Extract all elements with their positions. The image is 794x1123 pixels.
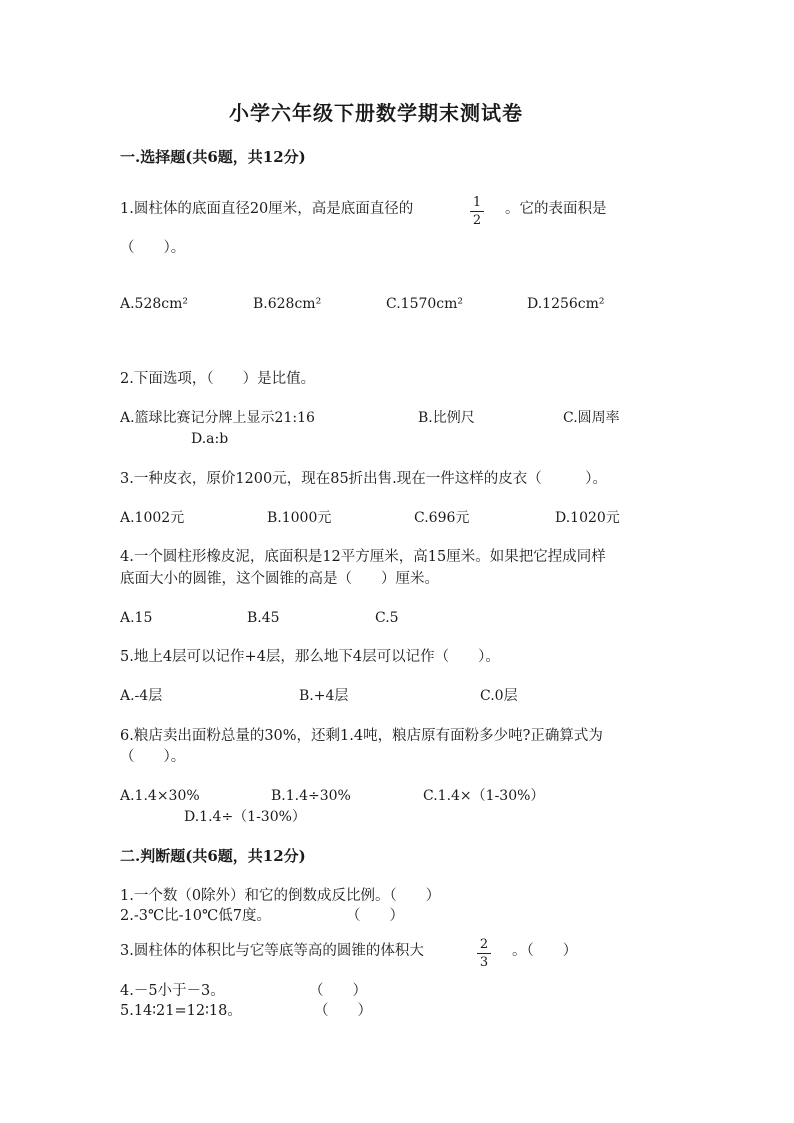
judgement-3-text: 3.圆柱体的体积比与它等底等高的圆锥的体积大 (120, 943, 424, 959)
question-6-answer-bracket[interactable]: （ ）。 (120, 749, 186, 765)
question-5-option-b[interactable]: B.+4层 (299, 688, 349, 704)
judgement-1-text: 1.一个数（0除外）和它的倒数成反比例。（ ） (120, 888, 441, 904)
question-6-option-a[interactable]: A.1.4×30% (120, 788, 200, 804)
question-5-text: 5.地上4层可以记作+4层，那么地下4层可以记作（ ）。 (120, 649, 500, 665)
fraction-numerator: 2 (479, 937, 489, 952)
section-heading-judgement: 二.判断题(共6题，共12分) (120, 847, 306, 865)
question-2-option-d[interactable]: D.a:b (191, 431, 229, 447)
question-3-option-d[interactable]: D.1020元 (555, 510, 620, 526)
question-1-option-a[interactable]: A.528cm² (120, 296, 189, 312)
question-5-option-a[interactable]: A.-4层 (120, 688, 163, 704)
question-1-answer-bracket[interactable]: （ ）。 (120, 240, 186, 256)
judgement-3-fraction (477, 938, 491, 969)
judgement-2-bracket[interactable]: （ ） (346, 908, 404, 924)
question-2-option-a[interactable]: A.篮球比赛记分牌上显示21:16 (120, 410, 315, 426)
question-4-option-c[interactable]: C.5 (375, 610, 399, 626)
judgement-3-text-cont[interactable]: 。（ ） (512, 943, 578, 959)
page-title: 小学六年级下册数学期末测试卷 (229, 101, 523, 125)
question-1-option-d[interactable]: D.1256cm² (527, 296, 605, 312)
judgement-5-bracket[interactable]: （ ） (314, 1003, 372, 1019)
section-heading-choice: 一.选择题(共6题，共12分) (120, 148, 306, 166)
question-4-text: 4.一个圆柱形橡皮泥，底面积是12平方厘米，高15厘米。如果把它捏成同样 (120, 549, 606, 565)
judgement-5-text: 5.14∶21=12∶18。 (120, 1003, 242, 1019)
question-3-option-c[interactable]: C.696元 (414, 510, 470, 526)
fraction-denominator: 3 (479, 955, 489, 970)
question-4-option-b[interactable]: B.45 (247, 610, 280, 626)
question-2-option-b[interactable]: B.比例尺 (418, 410, 475, 426)
question-1-fraction (470, 196, 484, 227)
question-1-text: 1.圆柱体的底面直径20厘米，高是底面直径的 (120, 201, 414, 217)
question-4-option-a[interactable]: A.15 (120, 610, 153, 626)
question-6-text: 6.粮店卖出面粉总量的30%，还剩1.4吨，粮店原有面粉多少吨?正确算式为 (120, 728, 603, 744)
question-3-option-b[interactable]: B.1000元 (267, 510, 332, 526)
question-6-option-c[interactable]: C.1.4×（1-30%） (423, 788, 545, 804)
judgement-4-bracket[interactable]: （ ） (309, 983, 367, 999)
question-5-option-c[interactable]: C.0层 (480, 688, 518, 704)
question-6-option-d[interactable]: D.1.4÷（1-30%） (184, 809, 306, 825)
question-1-option-b[interactable]: B.628cm² (253, 296, 322, 312)
fraction-bar (477, 953, 491, 954)
question-1-option-c[interactable]: C.1570cm² (386, 296, 464, 312)
question-6-option-b[interactable]: B.1.4÷30% (271, 788, 351, 804)
fraction-bar (470, 211, 484, 212)
question-3-text: 3.一种皮衣，原价1200元，现在85折出售.现在一件这样的皮衣（ ）。 (120, 471, 608, 487)
judgement-2-text: 2.-3℃比-10℃低7度。 (120, 908, 271, 924)
question-2-option-c[interactable]: C.圆周率 (563, 410, 620, 426)
question-3-option-a[interactable]: A.1002元 (120, 510, 185, 526)
question-4-text-cont: 底面大小的圆锥，这个圆锥的高是（ ）厘米。 (120, 571, 439, 587)
judgement-4-text: 4.－5小于－3。 (120, 983, 225, 999)
fraction-numerator: 1 (472, 195, 482, 210)
question-1-text-cont: 。它的表面积是 (505, 201, 607, 217)
fraction-denominator: 2 (472, 213, 482, 228)
question-2-text: 2.下面选项，（ ）是比值。 (120, 371, 316, 387)
